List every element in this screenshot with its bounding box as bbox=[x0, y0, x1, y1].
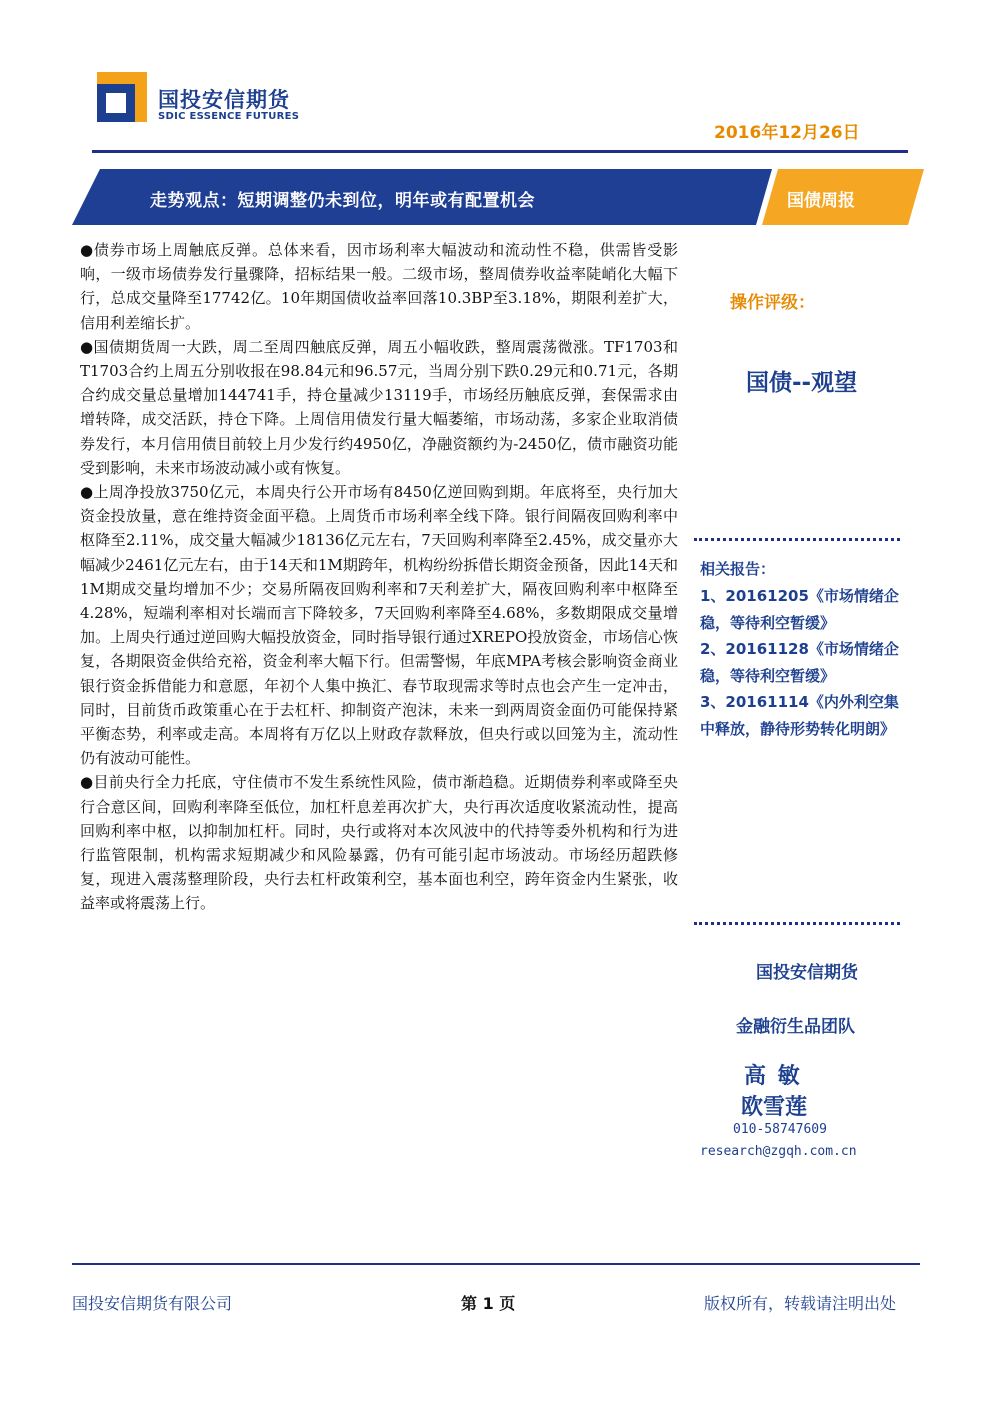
sidebar-divider bbox=[694, 922, 900, 925]
related-reports-list bbox=[700, 583, 900, 742]
author-company: 国投安信期货 bbox=[756, 963, 858, 983]
related-report-item[interactable]: 3、20161114《内外利空集中释放，静待形势转化明朗》 bbox=[700, 693, 899, 738]
related-report-item[interactable]: 2、20161128《市场情绪企稳，等待利空暂缓》 bbox=[700, 640, 899, 685]
author-name: 欧雪莲 bbox=[741, 1095, 808, 1120]
footer-company: 国投安信期货有限公司 bbox=[72, 1294, 233, 1313]
sidebar-divider bbox=[694, 538, 900, 541]
company-name-en: SDIC ESSENCE FUTURES bbox=[158, 111, 300, 122]
paragraph-liquidity: ●上周净投放3750亿元，本周央行公开市场有8450亿逆回购到期。年底将至，央行加大资金投放量，意在维持资金面平稳。上周货币市场利率全线下降。银行间隔夜回购利率中枢降至2.11%，成交量大幅减少18136亿元左右，7天回购利率降至2.45%，成交量亦大幅减少2461亿元左右，由于14天和1M期跨年，机构纷纷拆借长期资金预备，因此14天和1M期成交量均增加不少；交易所隔夜回购利率和7天利差扩大，隔夜回购利率中枢降至4.28%，短端利率相对长端而言下降较多，7天回购利率降至4.68%，多数期限成交量增加。上周央行通过逆回购大幅投放资金，同时指导银行通过XREPO投放资金，市场信心恢复，各期限资金供给充裕，资金利率大幅下行。但需警惕，年底MPA考核会影响资金商业银行资金拆借能力和意愿，年初个人集中换汇、春节取现需求等时点也会产生一定冲击，同时，目前货币政策重心在于去杠杆、抑制资产泡沫，未来一到两周资金面仍可能保持紧平衡态势，利率或走高。本周将有万亿以上财政存款释放，但央行或以回笼为主，流动性仍有波动可能性。 bbox=[80, 483, 678, 768]
footer-copyright: 版权所有，转载请注明出处 bbox=[704, 1294, 897, 1313]
related-reports-title: 相关报告： bbox=[700, 560, 776, 578]
footer-divider bbox=[72, 1263, 920, 1265]
company-logo-mark bbox=[97, 72, 147, 122]
report-date: 2016年12月26日 bbox=[714, 123, 860, 143]
company-name-cn: 国投安信期货 bbox=[158, 88, 290, 112]
paragraph-bond-market: ●债券市场上周触底反弹。总体来看，因市场利率大幅波动和流动性不稳，供需皆受影响，一级市场债券发行量骤降，招标结果一般。二级市场，整周债券收益率陡峭化大幅下行，总成交量降至17742亿。10年期国债收益率回落10.3BP至3.18%，期限利差扩大，信用利差缩长扩。 bbox=[80, 241, 678, 332]
author-team: 金融衍生品团队 bbox=[736, 1017, 855, 1037]
rating-label: 操作评级： bbox=[730, 293, 815, 313]
rating-value: 国债--观望 bbox=[746, 370, 858, 396]
related-report-item[interactable]: 1、20161205《市场情绪企稳，等待利空暂缓》 bbox=[700, 587, 899, 632]
report-type-tag: 国债周报 bbox=[787, 191, 855, 211]
header-divider bbox=[92, 150, 908, 153]
banner-title: 走势观点：短期调整仍未到位，明年或有配置机会 bbox=[150, 191, 535, 211]
contact-phone: 010-58747609 bbox=[733, 1122, 827, 1137]
paragraph-futures: ●国债期货周一大跌，周二至周四触底反弹，周五小幅收跌，整周震荡微涨。TF1703和T1703合约上周五分别收报在98.84元和96.57元，当周分别下跌0.29元和0.71元，各期合约成交量总量增加144741手，持仓量减少13119手，市场经历触底反弹，套保需求由增转降，成交活跃，持仓下降。上周信用债发行量大幅萎缩，市场动荡，多家企业取消债券发行，本月信用债目前较上月少发行约4950亿，净融资额约为-2450亿，债市融资功能受到影响，未来市场波动减小或有恢复。 bbox=[80, 337, 678, 477]
author-name: 高 敏 bbox=[744, 1064, 802, 1089]
main-body bbox=[80, 238, 678, 916]
contact-email[interactable]: research@zgqh.com.cn bbox=[700, 1144, 857, 1159]
page-number: 第 1 页 bbox=[461, 1294, 516, 1313]
paragraph-outlook: ●目前央行全力托底，守住债市不发生系统性风险，债市渐趋稳。近期债券利率或降至央行合意区间，回购利率降至低位，加杠杆息差再次扩大，央行再次适度收紧流动性，提高回购利率中枢，以抑制加杠杆。同时，央行或将对本次风波中的代持等委外机构和行为进行监管限制，机构需求短期减少和风险暴露，仍有可能引起市场波动。市场经历超跌修复，现进入震荡整理阶段，央行去杠杆政策利空，基本面也利空，跨年资金内生紧张，收益率或将震荡上行。 bbox=[80, 773, 678, 913]
